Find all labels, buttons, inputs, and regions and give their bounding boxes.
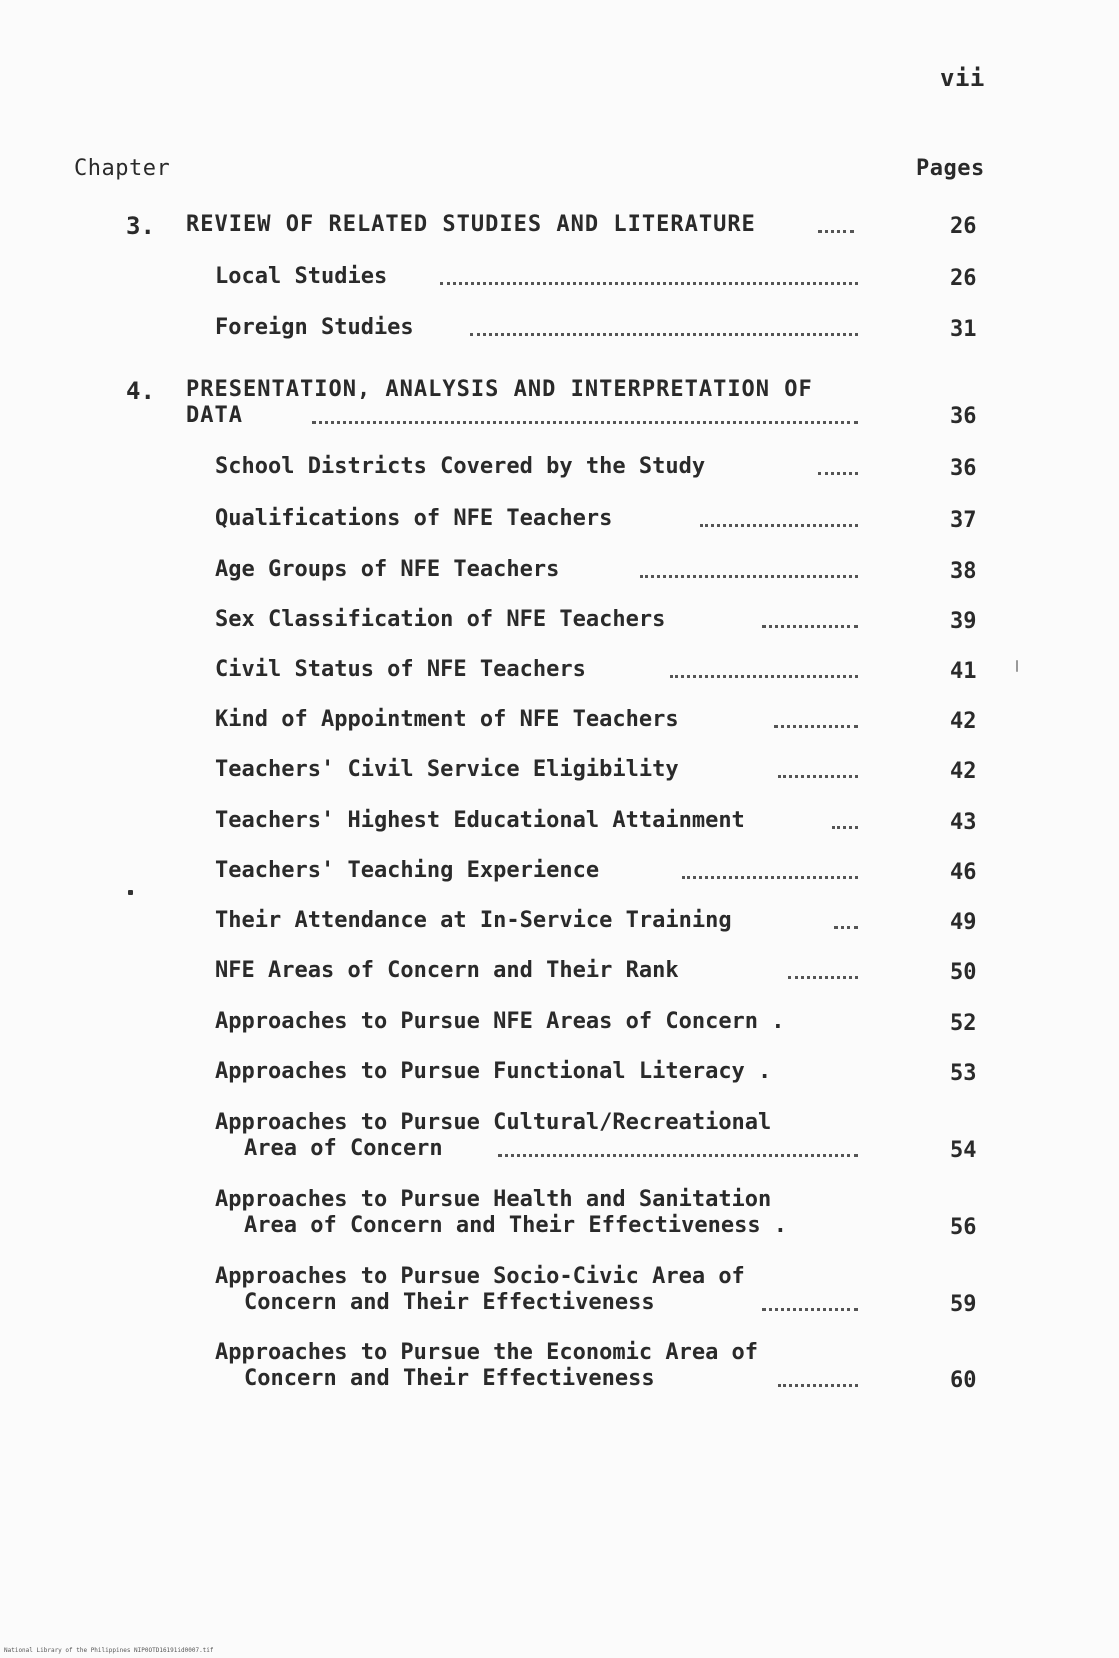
toc-entry-page: 54 bbox=[950, 1138, 977, 1163]
dot-leader bbox=[640, 571, 858, 578]
toc-entry-page: 37 bbox=[950, 508, 977, 533]
toc-entry-title: Kind of Appointment of NFE Teachers bbox=[215, 707, 679, 732]
toc-entry-title: Approaches to Pursue Socio-Civic Area of bbox=[215, 1264, 745, 1289]
toc-entry-page: 42 bbox=[950, 759, 977, 784]
toc-entry-page: 39 bbox=[950, 609, 977, 634]
toc-entry-title: Teachers' Highest Educational Attainment bbox=[215, 808, 745, 833]
toc-entry-page: 38 bbox=[950, 559, 977, 584]
scan-speck bbox=[128, 890, 133, 895]
toc-entry-page: 53 bbox=[950, 1061, 977, 1086]
toc-entry-title: Teachers' Teaching Experience bbox=[215, 858, 600, 883]
toc-entry-page: 49 bbox=[950, 910, 977, 935]
dot-leader bbox=[498, 1150, 858, 1157]
toc-entry-title: Approaches to Pursue the Economic Area of bbox=[215, 1340, 759, 1365]
dot-leader bbox=[440, 278, 858, 285]
toc-entry-title: Their Attendance at In-Service Training bbox=[215, 908, 732, 933]
toc-entry-page: 52 bbox=[950, 1011, 977, 1036]
toc-entry-title-continued: Area of Concern and Their Effectiveness . bbox=[244, 1213, 788, 1238]
dot-leader bbox=[818, 226, 854, 233]
scan-footer-caption: National Library of the Philippines NIP0OTD16191id0007.tif bbox=[4, 1647, 214, 1654]
toc-entry-page: 26 bbox=[950, 266, 977, 291]
toc-entry-page: 31 bbox=[950, 317, 977, 342]
toc-entry-title: Approaches to Pursue Functional Literacy . bbox=[215, 1059, 772, 1084]
toc-entry-page: 36 bbox=[950, 404, 977, 429]
toc-entry-title-continued: Concern and Their Effectiveness bbox=[244, 1366, 655, 1391]
dot-leader bbox=[700, 520, 858, 527]
toc-entry-page: 50 bbox=[950, 960, 977, 985]
page-number: vii bbox=[940, 64, 985, 92]
toc-entry-title-continued: Concern and Their Effectiveness bbox=[244, 1290, 655, 1315]
toc-entry-page: 41 bbox=[950, 659, 977, 684]
toc-entry-title: Local Studies bbox=[215, 264, 388, 289]
dot-leader bbox=[778, 1380, 858, 1387]
pages-column-header: Pages bbox=[916, 156, 985, 181]
toc-entry-title-continued: DATA bbox=[186, 403, 243, 428]
toc-entry-title: Teachers' Civil Service Eligibility bbox=[215, 757, 679, 782]
dot-leader bbox=[312, 417, 858, 424]
dot-leader bbox=[834, 922, 858, 929]
toc-entry-page: 60 bbox=[950, 1368, 977, 1393]
dot-leader bbox=[470, 329, 858, 336]
toc-entry-page: 42 bbox=[950, 709, 977, 734]
toc-entry-title-continued: Area of Concern bbox=[244, 1136, 443, 1161]
toc-entry-title: Sex Classification of NFE Teachers bbox=[215, 607, 666, 632]
scan-speck bbox=[1016, 660, 1018, 672]
toc-entry-page: 26 bbox=[950, 214, 977, 239]
toc-entry-title: Approaches to Pursue NFE Areas of Concern . bbox=[215, 1009, 785, 1034]
toc-entry-title: Approaches to Pursue Cultural/Recreational bbox=[215, 1110, 772, 1135]
dot-leader bbox=[778, 771, 858, 778]
dot-leader bbox=[762, 621, 858, 628]
chapter-number: 3. bbox=[126, 212, 155, 240]
toc-entry-page: 46 bbox=[950, 860, 977, 885]
toc-entry-title: Qualifications of NFE Teachers bbox=[215, 506, 613, 531]
toc-entry-title: Foreign Studies bbox=[215, 315, 414, 340]
toc-entry-title: REVIEW OF RELATED STUDIES AND LITERATURE bbox=[186, 212, 756, 237]
toc-entry-page: 59 bbox=[950, 1292, 977, 1317]
dot-leader bbox=[832, 822, 858, 829]
toc-entry-page: 56 bbox=[950, 1215, 977, 1240]
dot-leader bbox=[670, 671, 858, 678]
chapter-column-header: Chapter bbox=[74, 156, 171, 181]
dot-leader bbox=[762, 1304, 858, 1311]
toc-entry-title: Approaches to Pursue Health and Sanitation bbox=[215, 1187, 772, 1212]
toc-entry-page: 43 bbox=[950, 810, 977, 835]
toc-entry-title: Age Groups of NFE Teachers bbox=[215, 557, 560, 582]
chapter-number: 4. bbox=[126, 377, 155, 405]
toc-entry-title: PRESENTATION, ANALYSIS AND INTERPRETATION OF bbox=[186, 377, 813, 402]
dot-leader bbox=[818, 468, 858, 475]
dot-leader bbox=[788, 972, 858, 979]
toc-entry-title: NFE Areas of Concern and Their Rank bbox=[215, 958, 679, 983]
toc-entry-title: School Districts Covered by the Study bbox=[215, 454, 706, 479]
dot-leader bbox=[682, 872, 858, 879]
toc-entry-page: 36 bbox=[950, 456, 977, 481]
dot-leader bbox=[774, 721, 858, 728]
toc-entry-title: Civil Status of NFE Teachers bbox=[215, 657, 586, 682]
